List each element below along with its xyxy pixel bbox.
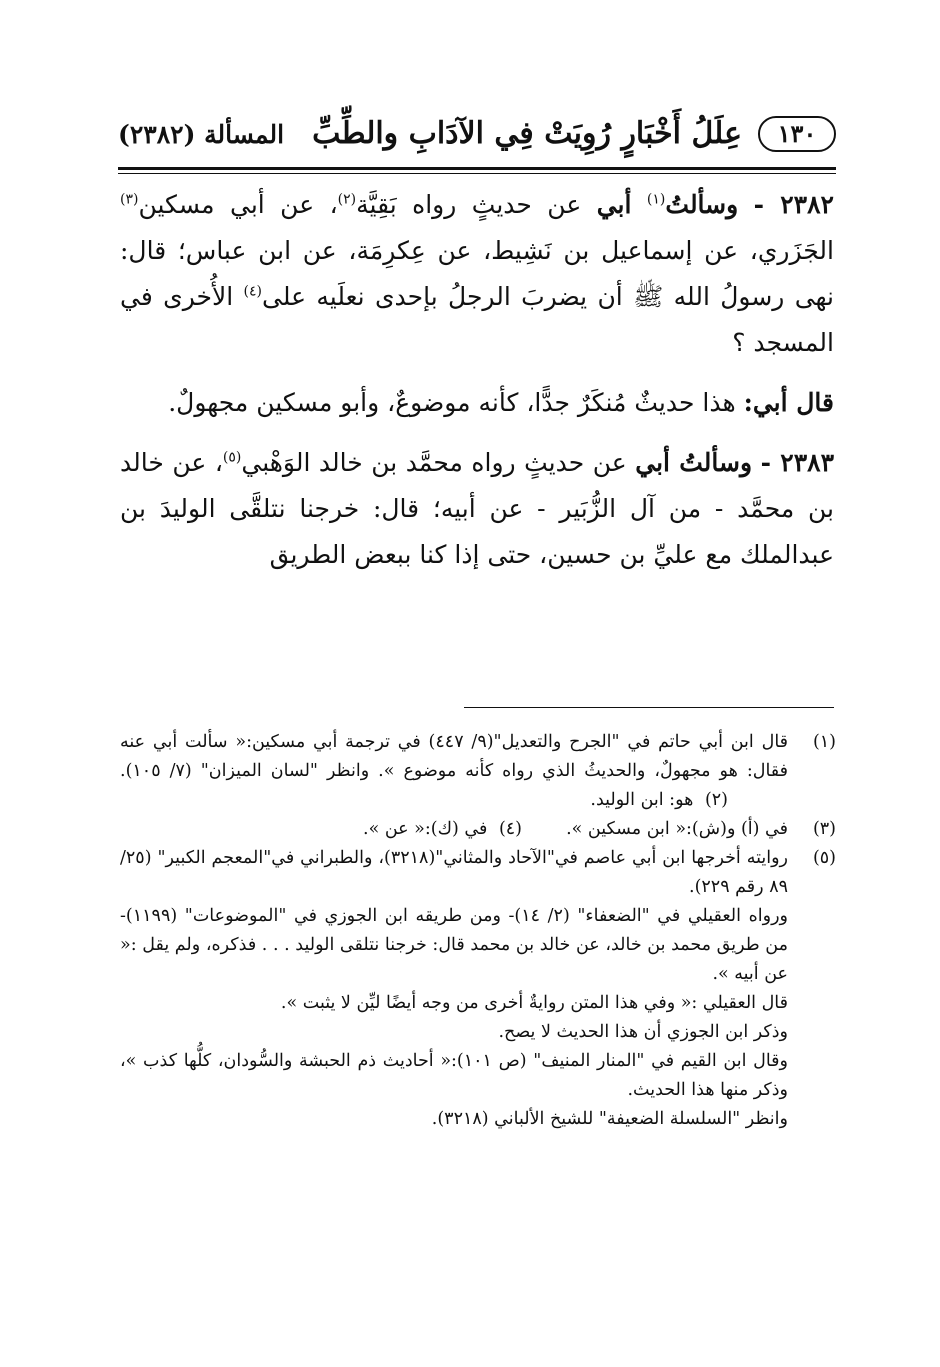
answer-2382 xyxy=(120,380,834,426)
question-text: ، عن أبي مسكين xyxy=(138,190,338,219)
footnote-5-line: ورواه العقيلي في "الضعفاء" (٢/ ١٤)- ومن طريقه ابن الجوزي في "الموضوعات" (١١٩٩)- من طريق محمد بن خالد، عن خالد بن محمد قال: خرجنا نتلقى الوليد . . . فذكره، ولم يقل :« عن أبيه ». xyxy=(120,906,788,984)
footnote-text: قال ابن أبي حاتم في "الجرح والتعديل"(٩/ ٤٤٧) في ترجمة أبي مسكين:« سألت أبي عنه فقال: هو مجهولٌ، والحديثُ الذي رواه كأنه موضوع ». وانظر "لسان الميزان" (٧/ ١٠٥). xyxy=(120,732,789,781)
footnotes xyxy=(120,728,836,1134)
question-number: ٢٣٨٢ - xyxy=(753,190,834,219)
footnote-pair xyxy=(120,815,788,844)
main-text xyxy=(120,182,834,578)
footnote-ref-3[interactable]: (٣) xyxy=(120,191,139,208)
footnote-number-inline: (٤) xyxy=(498,819,522,839)
footnote-2-text: هو: ابن الوليد. xyxy=(590,790,694,810)
footnote-ref-2[interactable]: (٢) xyxy=(337,191,357,208)
question-text: ، عن خالد بن محمَّد - من آل الزُّبَير - عن أبيه؛ قال: خرجنا نتلقَّى الوليدَ بن عبدالملك مع عليِّ بن حسين، حتى إذا كنا ببعض الطريق xyxy=(120,448,834,569)
footnote-number: (٥) xyxy=(812,848,836,868)
footnote-4-text: في (ك):« عن ». xyxy=(363,819,488,839)
question-2383 xyxy=(120,440,834,578)
footnote-separator xyxy=(464,707,834,708)
header-rule-thin xyxy=(118,173,836,174)
footnote-number-inline: (٢) xyxy=(704,790,728,810)
answer-keyword: قال أبي: xyxy=(743,388,834,417)
footnote-5-line: قال العقيلي :« وفي هذا المتن روايةٌ أخرى من وجه أيضًا ليِّن لا يثبت ». xyxy=(280,993,788,1013)
book-title: عِلَلُ أَخْبَارٍ رُوِيَتْ فِي الآدَابِ والطِّبِّ xyxy=(312,116,742,151)
footnote-number: (٣) xyxy=(812,819,836,839)
footnote-number: (١) xyxy=(812,732,836,752)
footnote-5-line: روايته أخرجها ابن أبي عاصم في"الآحاد والمثاني"(٣٢١٨)، والطبراني في"المعجم الكبير" (٢٥/ ٨٩ رقم ٢٢٩). xyxy=(120,848,789,897)
page-number: ١٣٠ xyxy=(758,116,836,152)
question-keyword-abi: أبي xyxy=(596,190,632,219)
footnote-5-line: وانظر "السلسلة الضعيفة" للشيخ الألباني (٣٢١٨). xyxy=(431,1109,788,1129)
question-2382 xyxy=(120,182,834,366)
footnote-3-text: في (أ) و(ش):« ابن مسكين ». xyxy=(566,819,788,839)
issue-label: المسألة (٢٣٨٢) xyxy=(118,120,285,149)
question-text: الأُخرى في المسجد ؟ xyxy=(120,282,834,357)
footnote-3-4 xyxy=(120,815,836,844)
question-text: الجَزَري، عن إسماعيل بن نَشِيط، عن عِكرِمَة، عن ابن عباس؛ قال: نهى رسولُ الله ﷺ أن يضربَ الرجلُ بإحدى نعلَيه على xyxy=(120,236,835,311)
question-keyword: وسألتُ xyxy=(665,190,739,219)
footnote-ref-4[interactable]: (٤) xyxy=(243,283,262,300)
footnote-ref-5[interactable]: (٥) xyxy=(222,449,242,466)
answer-text: هذا حديثٌ مُنكَرٌ جدًّا، كأنه موضوعٌ، وأبو مسكين مجهولٌ. xyxy=(168,388,736,417)
question-keyword: وسألتُ أبي xyxy=(635,448,753,477)
footnote-ref-1[interactable]: (١) xyxy=(646,191,666,208)
page-header xyxy=(118,114,836,160)
question-text: عن حديثٍ رواه محمَّد بن خالد الوَهْبي xyxy=(241,448,627,477)
footnote-1 xyxy=(120,728,836,815)
footnote-5 xyxy=(120,844,836,1134)
footnote-4 xyxy=(363,815,522,844)
footnote-5-line: وقال ابن القيم في "المنار المنيف" (ص ١٠١):« أحاديث ذم الحبشة والسُّودان، كلُّها كذب »، وذكر منها هذا الحديث. xyxy=(120,1051,788,1100)
footnote-5-line: وذكر ابن الجوزي أن هذا الحديث لا يصح. xyxy=(498,1022,788,1042)
question-number: ٢٣٨٣ - xyxy=(760,448,834,477)
question-text: عن حديثٍ رواه بَقِيَّة xyxy=(356,190,582,219)
header-rule-thick xyxy=(118,167,836,170)
